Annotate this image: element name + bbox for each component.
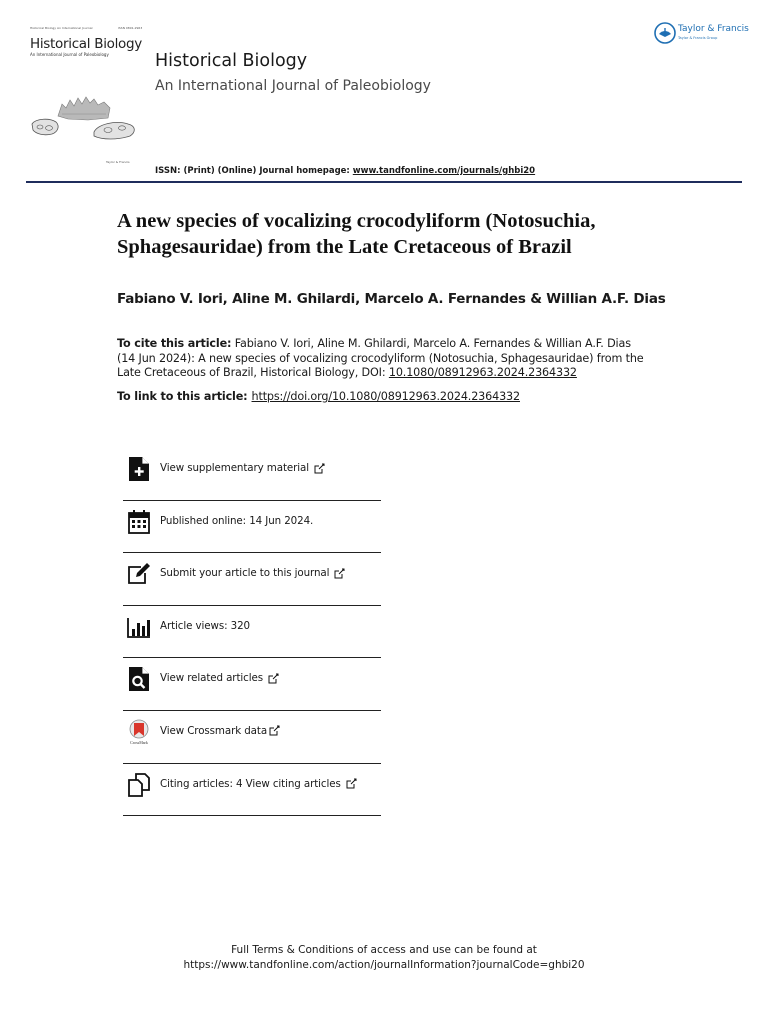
list-item-citing[interactable] bbox=[123, 764, 381, 817]
article-info-list bbox=[123, 448, 381, 816]
list-item-label: Citing articles: 4 View citing articles bbox=[160, 777, 341, 790]
journal-subtitle: An International Journal of Paleobiology bbox=[155, 78, 431, 94]
footer-terms-link[interactable]: https://www.tandfonline.com/action/journalInformation?journalCode=ghbi20 bbox=[183, 959, 585, 971]
list-item-views bbox=[123, 606, 381, 659]
cover-subtitle: An International Journal of Paleobiology bbox=[30, 52, 109, 57]
publisher-name: Taylor & Francis bbox=[678, 24, 749, 34]
citing-articles-icon bbox=[127, 772, 151, 798]
list-item-label: View supplementary material bbox=[160, 462, 309, 474]
doi-link[interactable]: 10.1080/08912963.2024.2364332 bbox=[388, 366, 577, 379]
journal-cover-thumbnail bbox=[28, 26, 143, 176]
article-title: A new species of vocalizing crocodyliform (Notosuchia, Sphagesauridae) from the Late Cretaceous of Brazil bbox=[117, 210, 596, 258]
article-authors: Fabiano V. Iori, Aline M. Ghilardi, Marcelo A. Fernandes & Willian A.F. Dias bbox=[117, 291, 666, 307]
cover-publisher: Taylor & Francis bbox=[106, 160, 130, 164]
list-item-crossmark[interactable] bbox=[123, 711, 381, 764]
cover-top-text: Historical Biology An International Journal bbox=[30, 26, 93, 30]
divider bbox=[123, 815, 381, 816]
header-divider bbox=[26, 181, 742, 183]
list-item-label: Article views: 320 bbox=[160, 619, 250, 632]
cite-text: Fabiano V. Iori, Aline M. Ghilardi, Marcelo A. Fernandes & Willian A.F. Dias (14 Jun 2024): A new species of vocalizing crocodyliform (Notosuchia, Sphagesauridae) from the Late Cretaceous of Brazil, Historical Biology, DOI: bbox=[117, 337, 644, 379]
list-item-label: Published online: 14 Jun 2024. bbox=[160, 514, 314, 527]
related-search-icon bbox=[127, 666, 151, 692]
article-doi-url[interactable]: https://doi.org/10.1080/08912963.2024.2364332 bbox=[251, 390, 520, 403]
issn-prefix: ISSN: (Print) (Online) Journal homepage: bbox=[155, 166, 353, 176]
taylor-francis-logo-icon bbox=[654, 22, 676, 44]
journal-title: Historical Biology bbox=[155, 51, 308, 71]
terms-footer bbox=[0, 943, 768, 973]
footer-line-1: Full Terms & Conditions of access and use can be found at bbox=[231, 944, 537, 956]
list-item-label: View related articles bbox=[160, 672, 263, 685]
article-link-line bbox=[117, 390, 520, 403]
cite-label: To cite this article: bbox=[117, 337, 232, 350]
journal-homepage-link[interactable]: www.tandfonline.com/journals/ghbi20 bbox=[352, 166, 536, 176]
cover-issn-text: ISSN 0891-2963 bbox=[118, 26, 143, 30]
external-link-icon bbox=[334, 568, 345, 579]
link-label: To link to this article: bbox=[117, 390, 248, 403]
external-link-icon bbox=[314, 463, 325, 474]
external-link-icon bbox=[268, 673, 279, 684]
crossmark-tiny-text: CrossMark bbox=[130, 739, 148, 745]
citation-block bbox=[117, 337, 647, 381]
list-item-supplementary[interactable] bbox=[123, 448, 381, 501]
publisher-group: Taylor & Francis Group bbox=[678, 36, 718, 40]
list-item-label: View Crossmark data bbox=[160, 724, 268, 737]
list-item-label: Submit your article to this journal bbox=[160, 567, 330, 580]
external-link-icon bbox=[346, 778, 357, 789]
bar-chart-icon bbox=[127, 614, 151, 640]
fossil-illustration-icon bbox=[28, 88, 140, 158]
issn-line bbox=[155, 166, 535, 176]
list-item-submit[interactable] bbox=[123, 553, 381, 606]
cover-title: Historical Biology bbox=[30, 36, 142, 52]
list-item-published bbox=[123, 501, 381, 554]
list-item-related[interactable] bbox=[123, 658, 381, 711]
supplementary-file-icon bbox=[127, 456, 151, 482]
crossmark-icon bbox=[127, 719, 151, 745]
edit-icon bbox=[127, 561, 151, 587]
calendar-icon bbox=[127, 509, 151, 535]
external-link-icon bbox=[269, 725, 280, 736]
